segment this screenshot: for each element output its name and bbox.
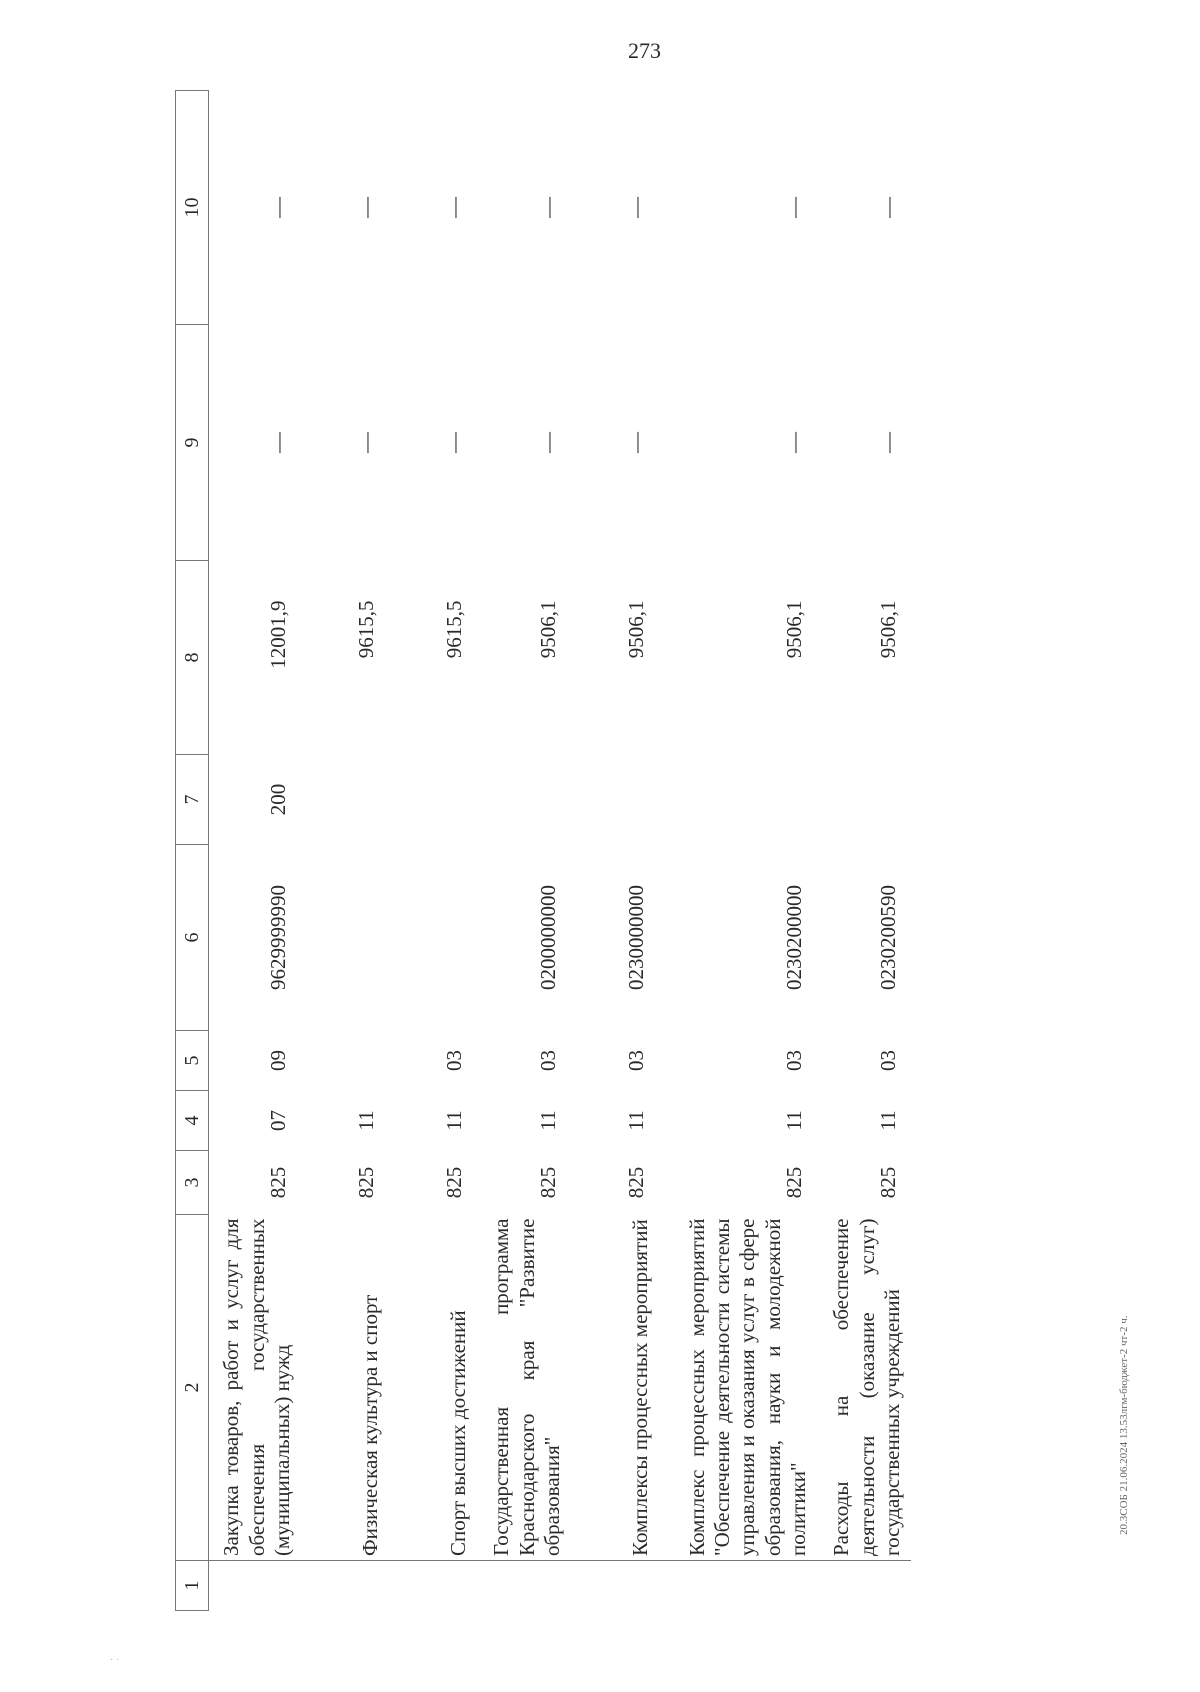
header-cell: 7 (176, 755, 209, 845)
expense-type-cell: 200 (265, 783, 290, 816)
expense-name-cell: Физическая культура и спорт (301, 1215, 389, 1561)
expense-name-cell: Государственная программа Краснодарского края "Развитие образования" (477, 1215, 571, 1561)
col9-cell: — (353, 432, 378, 453)
table-row (571, 91, 659, 1611)
header-cell: 1 (176, 1561, 209, 1611)
header-cell: 5 (176, 1031, 209, 1091)
footer-code: 20.3СОБ 21.06.2024 13.53лгм-бюджет-2 чт-2 ч. (1118, 1315, 1130, 1535)
subsection-code-cell: 03 (441, 1050, 466, 1071)
table-row (817, 91, 911, 1611)
rotated-table-container (175, 91, 1055, 1611)
expense-name-cell: Расходы на обеспечение деятельности (оказание услуг) государственных учреждений (817, 1215, 911, 1561)
row-num-cell (209, 1561, 302, 1611)
expense-type-cell (571, 755, 659, 845)
ministry-code-cell: 825 (875, 1166, 900, 1199)
amount-cell: 9615,5 (441, 600, 466, 659)
row-num-cell (659, 1561, 817, 1611)
table-row (301, 91, 389, 1611)
target-code-cell (301, 845, 389, 1031)
col10-cell: — (265, 197, 290, 218)
section-code-cell: 11 (353, 1110, 378, 1131)
amount-cell: 9615,5 (353, 600, 378, 659)
target-code-cell: 0230200590 (875, 885, 900, 990)
col10-cell: — (353, 197, 378, 218)
col10-cell: — (441, 197, 466, 218)
row-num-cell (389, 1561, 477, 1611)
table-row (389, 91, 477, 1611)
expense-name-cell: Комплекс процессных мероприятий "Обеспечение деятельности системы управления и оказания услуг в сфере образования, науки и молодежной политики" (659, 1215, 817, 1561)
ministry-code-cell: 825 (441, 1166, 466, 1199)
ministry-code-cell: 825 (353, 1166, 378, 1199)
header-cell: 10 (176, 91, 209, 325)
col9-cell: — (875, 432, 900, 453)
expense-name-cell: Закупка товаров, работ и услуг для обеспечения государственных (муниципальных) нужд (209, 1215, 302, 1561)
col9-cell: — (781, 432, 806, 453)
row-num-cell (301, 1561, 389, 1611)
subsection-code-cell: 03 (781, 1050, 806, 1071)
table-row (659, 91, 817, 1611)
col10-cell: — (781, 197, 806, 218)
row-num-cell (571, 1561, 659, 1611)
header-row (176, 91, 209, 1611)
section-code-cell: 11 (441, 1110, 466, 1131)
target-code-cell: 0230000000 (623, 885, 648, 990)
subsection-code-cell: 03 (875, 1050, 900, 1071)
section-code-cell: 11 (781, 1110, 806, 1131)
expense-type-cell (389, 755, 477, 845)
header-cell: 8 (176, 561, 209, 755)
amount-cell: 12001,9 (265, 600, 290, 669)
target-code-cell: 0200000000 (535, 885, 560, 990)
col9-cell: — (623, 432, 648, 453)
expense-type-cell (659, 755, 817, 845)
subsection-code-cell (301, 1031, 389, 1091)
col9-cell: — (441, 432, 466, 453)
table-row (209, 91, 302, 1611)
amount-cell: 9506,1 (623, 600, 648, 659)
col10-cell: — (623, 197, 648, 218)
header-cell: 3 (176, 1151, 209, 1215)
ministry-code-cell: 825 (623, 1166, 648, 1199)
section-code-cell: 07 (265, 1110, 290, 1131)
header-cell: 4 (176, 1091, 209, 1151)
table-row (477, 91, 571, 1611)
amount-cell: 9506,1 (781, 600, 806, 659)
col9-cell: — (535, 432, 560, 453)
amount-cell: 9506,1 (875, 600, 900, 659)
row-num-cell (477, 1561, 571, 1611)
expense-type-cell (301, 755, 389, 845)
target-code-cell: 0230200000 (781, 885, 806, 990)
col10-cell: — (535, 197, 560, 218)
col9-cell: — (265, 432, 290, 453)
page-number: 273 (628, 38, 661, 63)
row-num-cell (817, 1561, 911, 1611)
header-cell: 2 (176, 1215, 209, 1561)
section-code-cell: 11 (535, 1110, 560, 1131)
scan-speck: · · (110, 1655, 120, 1666)
subsection-code-cell: 03 (623, 1050, 648, 1071)
header-cell: 9 (176, 325, 209, 561)
expense-name-cell: Комплексы процессных мероприятий (571, 1215, 659, 1561)
budget-table (175, 90, 911, 1611)
target-code-cell: 9629999990 (265, 885, 290, 990)
ministry-code-cell: 825 (265, 1166, 290, 1199)
ministry-code-cell: 825 (781, 1166, 806, 1199)
section-code-cell: 11 (623, 1110, 648, 1131)
expense-type-cell (477, 755, 571, 845)
header-cell: 6 (176, 845, 209, 1031)
ministry-code-cell: 825 (535, 1166, 560, 1199)
col10-cell: — (875, 197, 900, 218)
amount-cell: 9506,1 (535, 600, 560, 659)
target-code-cell (389, 845, 477, 1031)
section-code-cell: 11 (875, 1110, 900, 1131)
expense-type-cell (817, 755, 911, 845)
subsection-code-cell: 03 (535, 1050, 560, 1071)
subsection-code-cell: 09 (265, 1050, 290, 1071)
expense-name-cell: Спорт высших достижений (389, 1215, 477, 1561)
